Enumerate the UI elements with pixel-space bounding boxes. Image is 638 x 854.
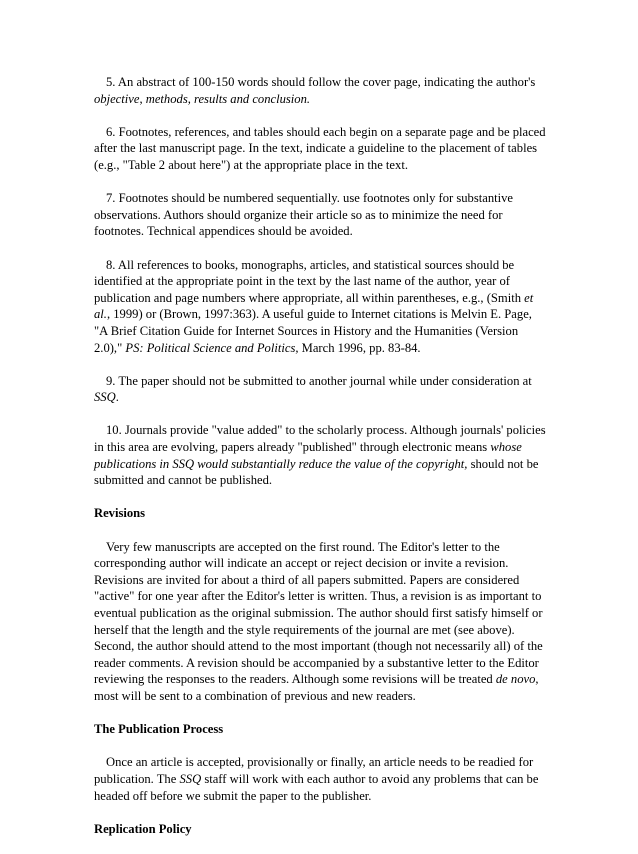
publication-paragraph — [94, 754, 546, 804]
item-8-text-end: March 1996, pp. 83-84. — [298, 340, 421, 355]
item-5-text: 5. An abstract of 100-150 words should follow the cover page, indicating the author's — [106, 75, 536, 89]
publication-italic-ssq: SSQ — [179, 771, 202, 786]
item-8-text-cont: , 1999) or (Brown, 1997:363). A useful guide to Internet citations is Melvin E. Page, "A Brief Citation Guide for Internet Sources in History and the Humanities (Version 2.0)," — [94, 307, 532, 355]
revisions-heading: Revisions — [94, 506, 146, 521]
item-5-italic-methods: methods, results and conclusion. — [145, 91, 311, 106]
item-10-paragraph — [94, 422, 546, 488]
replication-heading: Replication Policy — [94, 821, 192, 836]
document-page — [94, 74, 546, 854]
publication-text: Once an article is accepted, provisionally or finally, an article needs to be readied for publication. The — [94, 755, 534, 786]
revisions-italic-de-novo: de novo — [495, 672, 536, 687]
item-5-paragraph — [94, 74, 546, 107]
item-7-paragraph: 7. Footnotes should be numbered sequentially. use footnotes only for substantive observations. Authors should organize their article so as to minimize the need for footnotes. Technical appendices should be avoided. — [94, 191, 514, 239]
item-10-text-end: should not be submitted and cannot be published. — [94, 456, 539, 488]
item-10-text: 10. Journals provide "value added" to the scholarly process. Although journals' policies in this area are evolving, papers already "published" through electronic means — [94, 423, 546, 455]
revisions-text: Very few manuscripts are accepted on the first round. The Editor's letter to the corresponding author will indicate an accept or reject decision or invite a revision. Revisions are invited for about a third of all papers submitted. Papers are considered "active" for one year after the Editor's letter is written. Thus, a revision is as important to eventual publication as the original submission. The author should first satisfy himself or herself that the length and the style requirements of the journal are met (see above). Second, the author should attend to the most important (though not necessarily all) of the reader comments. A revision should be accompanied by a substantive letter to the Editor reviewing the responses to the readers. Although some revisions will be treated — [94, 539, 543, 687]
publication-text-end: staff will work with each author to avoid any problems that can be headed off before we submit the paper to the publisher. — [94, 771, 539, 803]
item-9-period: . — [115, 390, 119, 405]
item-8-italic-journal: PS: Political Science and Politics, — [125, 340, 299, 355]
revisions-paragraph — [94, 539, 546, 705]
item-9-text: 9. The paper should not be submitted to another journal while under consideration at — [106, 373, 532, 388]
item-6-paragraph: 6. Footnotes, references, and tables should each begin on a separate page and be placed after the last manuscript page. In the text, indicate a guideline to the placement of tables (e.g., "Table 2 about here") at the appropriate place in the text. — [94, 124, 546, 172]
item-5-italic-objective: objective — [94, 91, 140, 106]
publication-heading: The Publication Process — [94, 722, 224, 737]
revisions-text-end: , most will be sent to a combination of previous and new readers. — [94, 672, 539, 703]
item-9-italic-ssq: SSQ — [94, 390, 116, 405]
item-8-text: 8. All references to books, monographs, articles, and statistical sources should be identified at the appropriate point in the text by the last name of the author, year of publication and page numbers where appropriate, all within parentheses, e.g., (Smith — [94, 257, 525, 305]
item-5-separator: , — [139, 91, 146, 106]
item-8-italic-et-al: et al. — [94, 290, 534, 322]
item-8-paragraph — [94, 257, 546, 357]
item-10-italic: whose publications in SSQ would substantially reduce the value of the copyright, — [94, 440, 522, 471]
item-9-paragraph — [94, 373, 546, 406]
